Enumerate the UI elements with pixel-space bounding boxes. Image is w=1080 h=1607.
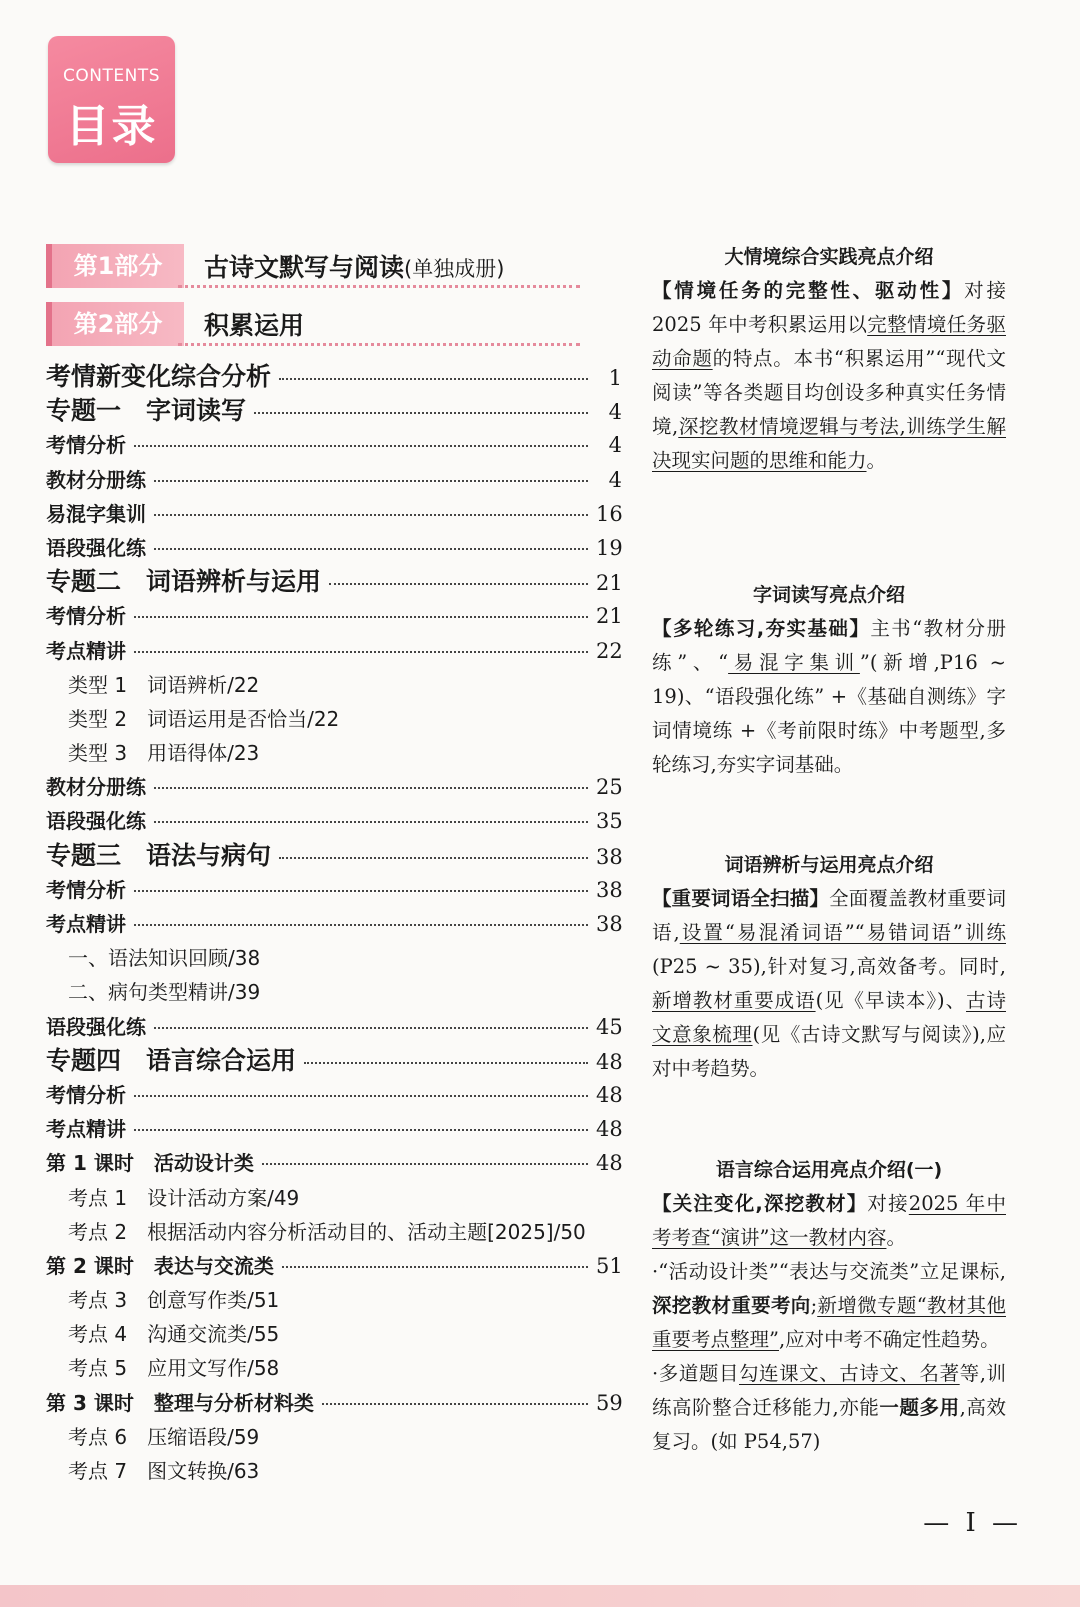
divider bbox=[178, 285, 580, 288]
highlight-title: 词语辨析与运用亮点介绍 bbox=[724, 854, 934, 876]
logo-en: CONTENTS bbox=[63, 66, 160, 86]
highlight-body: 【关注变化,深挖教材】对接2025 年中考考查“演讲”这一教材内容。 bbox=[652, 1192, 1006, 1249]
highlight-1 bbox=[652, 240, 1006, 478]
toc-entry[interactable]: 考情分析 4 bbox=[46, 433, 622, 458]
toc-entry[interactable]: 考点精讲 38 bbox=[46, 912, 623, 936]
highlight-2 bbox=[652, 578, 1006, 782]
toc-entry[interactable]: 专题三 语法与病句 38 bbox=[46, 840, 623, 870]
part-1-header bbox=[46, 244, 580, 290]
toc-entry[interactable]: 第 2 课时 表达与交流类 51 bbox=[46, 1253, 623, 1278]
bottom-band bbox=[0, 1585, 1080, 1607]
toc-entry[interactable]: 专题四 语言综合运用 48 bbox=[46, 1045, 623, 1075]
highlight-body: 【情境任务的完整性、驱动性】对接2025 年中考积累运用以完整情境任务驱动命题的特点。本书“积累运用”“现代文阅读”等各类题目均创设多种真实任务情境,深挖教材情境逻辑与考法,训练学生解决现实问题的思维和能力。 bbox=[652, 279, 1006, 472]
table-of-contents bbox=[46, 360, 622, 1488]
divider bbox=[178, 343, 580, 346]
toc-subentry[interactable]: 考点 6 压缩语段/59 bbox=[68, 1424, 260, 1449]
part-2-header bbox=[46, 302, 580, 348]
toc-entry[interactable]: 考情分析 38 bbox=[46, 877, 623, 902]
toc-entry[interactable]: 专题二 词语辨析与运用 21 bbox=[46, 567, 623, 597]
page-number: — I — bbox=[923, 1508, 1022, 1538]
highlight-title: 语言综合运用亮点介绍(一) bbox=[715, 1159, 943, 1181]
highlight-title: 大情境综合实践亮点介绍 bbox=[724, 246, 934, 268]
highlight-body: ·多道题目勾连课文、古诗文、名著等,训练高阶整合迁移能力,亦能一题多用,高效复习。(如 P54,57) bbox=[652, 1362, 1006, 1453]
toc-subentry[interactable]: 一、语法知识回顾/38 bbox=[68, 946, 261, 971]
toc-entry[interactable]: 考情新变化综合分析 1 bbox=[46, 362, 622, 391]
part-2-title: 积累运用 bbox=[204, 311, 305, 340]
highlight-3 bbox=[652, 848, 1006, 1086]
highlight-title: 字词读写亮点介绍 bbox=[752, 584, 905, 606]
logo-zh: 目录 bbox=[65, 101, 158, 152]
toc-subentry[interactable]: 类型 3 用语得体/23 bbox=[68, 741, 260, 766]
part-1-subtitle: (单独成册) bbox=[404, 257, 505, 281]
toc-entry[interactable]: 教材分册练 25 bbox=[46, 775, 623, 800]
highlight-4 bbox=[652, 1153, 1006, 1459]
toc-entry[interactable]: 第 3 课时 整理与分析材料类 59 bbox=[46, 1390, 623, 1415]
toc-subentry[interactable]: 二、病句类型精讲/39 bbox=[68, 980, 261, 1005]
toc-entry[interactable]: 教材分册练 4 bbox=[46, 467, 622, 492]
toc-entry[interactable]: 语段强化练 35 bbox=[46, 809, 623, 834]
toc-subentry[interactable]: 考点 5 应用文写作/58 bbox=[68, 1356, 280, 1381]
highlight-body: ·“活动设计类”“表达与交流类”立足课标,深挖教材重要考向;新增微专题“教材其他重要考点整理”,应对中考不确定性趋势。 bbox=[652, 1260, 1006, 1351]
toc-entry[interactable]: 第 1 课时 活动设计类 48 bbox=[46, 1151, 623, 1176]
toc-subentry[interactable]: 考点 4 沟通交流类/55 bbox=[68, 1322, 280, 1347]
toc-subentry[interactable]: 考点 2 根据活动内容分析活动目的、活动主题[2025]/50 bbox=[68, 1219, 586, 1244]
toc-entry[interactable]: 专题一 字词读写 4 bbox=[46, 396, 622, 426]
toc-subentry[interactable]: 考点 3 创意写作类/51 bbox=[68, 1288, 280, 1313]
toc-subentry[interactable]: 类型 2 词语运用是否恰当/22 bbox=[68, 706, 340, 731]
highlight-body: 【多轮练习,夯实基础】主书“教材分册练”、“易混字集训”(新增,P16 ~ 19)、“语段强化练” +《基础自测练》字词情境练 +《考前限时练》中考题型,多轮练习,夯实字词基础。 bbox=[652, 617, 1006, 776]
toc-subentry[interactable]: 考点 7 图文转换/63 bbox=[68, 1459, 260, 1483]
part-1-tag: 第1部分 bbox=[46, 244, 184, 288]
toc-entry[interactable]: 易混字集训 16 bbox=[46, 501, 623, 526]
contents-logo bbox=[48, 36, 175, 163]
highlight-body: 【重要词语全扫描】全面覆盖教材重要词语,设置“易混淆词语”“易错词语”训练(P25 ~ 35),针对复习,高效备考。同时,新增教材重要成语(见《早读本》)、古诗文意象梳理(见《古诗文默写与阅读》),应对中考趋势。 bbox=[652, 887, 1006, 1080]
toc-entry[interactable]: 语段强化练 19 bbox=[46, 535, 623, 560]
part-2-tag: 第2部分 bbox=[46, 302, 184, 346]
toc-subentry[interactable]: 考点 1 设计活动方案/49 bbox=[68, 1185, 300, 1210]
part-1-title: 古诗文默写与阅读(单独成册) bbox=[204, 253, 505, 282]
toc-entry[interactable]: 考点精讲 48 bbox=[46, 1117, 623, 1142]
toc-entry[interactable]: 考情分析 21 bbox=[46, 604, 623, 629]
toc-subentry[interactable]: 类型 1 词语辨析/22 bbox=[68, 672, 260, 697]
toc-entry[interactable]: 语段强化练 45 bbox=[46, 1014, 623, 1039]
toc-entry[interactable]: 考情分析 48 bbox=[46, 1082, 623, 1107]
toc-entry[interactable]: 考点精讲 22 bbox=[46, 638, 623, 663]
